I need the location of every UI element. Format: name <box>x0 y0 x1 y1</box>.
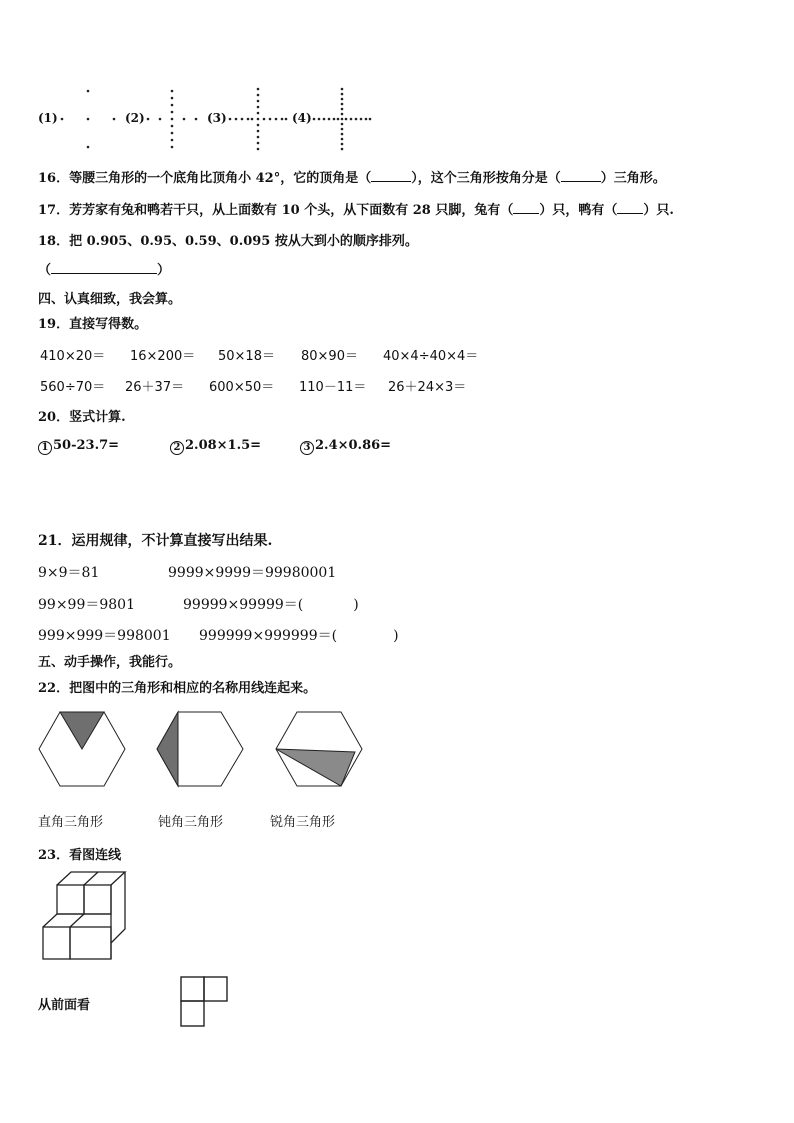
pattern-right-1: 9999×9999＝99980001 <box>168 565 337 581</box>
question-23-title: 23．看图连线 <box>38 848 122 863</box>
vertical-calc-1: 1 50-23.7= <box>38 438 119 455</box>
dot-figures <box>0 0 794 150</box>
question-22-title: 22．把图中的三角形和相应的名称用线连起来。 <box>38 681 317 696</box>
question-19-title: 19．直接写得数。 <box>38 317 148 332</box>
question-20-title: 20．竖式计算. <box>38 410 126 425</box>
vertical-calc-2: 2 2.08×1.5= <box>170 438 261 455</box>
calc-item: 50×18＝ <box>218 349 275 364</box>
dot-label-1: (1) <box>38 111 58 125</box>
dot-label-3: (3) <box>207 111 227 125</box>
calc-item: 40×4÷40×4＝ <box>383 349 479 364</box>
pattern-left-1: 9×9＝81 <box>38 565 100 581</box>
question-18-answer: （ ） <box>38 263 171 278</box>
pattern-right-2: 99999×99999＝( ) <box>183 597 359 613</box>
question-18: 18．把 0.905、0.95、0.59、0.095 按从大到小的顺序排列。 <box>38 234 418 249</box>
calc-item: 26＋24×3＝ <box>388 380 467 395</box>
calc-item: 16×200＝ <box>130 349 196 364</box>
view-caption: 从前面看 <box>38 998 91 1013</box>
question-16: 16．等腰三角形的一个底角比顶角小 42°，它的顶角是（ ），这个三角形按角分是（ ）三角形。 <box>38 171 666 186</box>
calc-item: 80×90＝ <box>301 349 358 364</box>
hexagon-1[interactable] <box>39 712 125 786</box>
answer-blank[interactable] <box>561 169 601 182</box>
pattern-left-2: 99×99＝9801 <box>38 597 135 613</box>
section-5-heading: 五、动手操作，我能行。 <box>38 655 182 670</box>
hexagon-2[interactable] <box>157 712 243 786</box>
calc-item: 26＋37＝ <box>125 380 185 395</box>
hexagon-figures <box>0 705 794 805</box>
answer-blank[interactable] <box>371 169 411 182</box>
dot-label-4: (4) <box>292 111 312 125</box>
answer-blank[interactable] <box>617 201 643 214</box>
calc-item: 560÷70＝ <box>40 380 106 395</box>
section-4-heading: 四、认真细致，我会算。 <box>38 292 182 307</box>
cube-stack-figure <box>36 868 156 978</box>
hexagon-3[interactable] <box>276 712 362 786</box>
vertical-calc-3: 3 2.4×0.86= <box>300 438 391 455</box>
answer-blank[interactable] <box>51 261 157 274</box>
pattern-right-3: 999999×999999＝( ) <box>199 628 399 644</box>
name-acute-triangle[interactable]: 锐角三角形 <box>270 815 336 830</box>
calc-item: 600×50＝ <box>209 380 275 395</box>
front-view-figure[interactable] <box>178 974 238 1034</box>
name-right-triangle[interactable]: 直角三角形 <box>38 815 104 830</box>
dot-label-2: (2) <box>125 111 145 125</box>
pattern-left-3: 999×999＝998001 <box>38 628 171 644</box>
answer-blank[interactable] <box>513 201 539 214</box>
calc-item: 410×20＝ <box>40 349 106 364</box>
question-17: 17．芳芳家有兔和鸭若干只，从上面数有 10 个头，从下面数有 28 只脚，兔有（ ）只，鸭有（ ）只. <box>38 203 674 218</box>
calc-item: 110－11＝ <box>299 380 367 395</box>
name-obtuse-triangle[interactable]: 钝角三角形 <box>158 815 224 830</box>
question-21-title: 21．运用规律，不计算直接写出结果. <box>38 533 273 549</box>
